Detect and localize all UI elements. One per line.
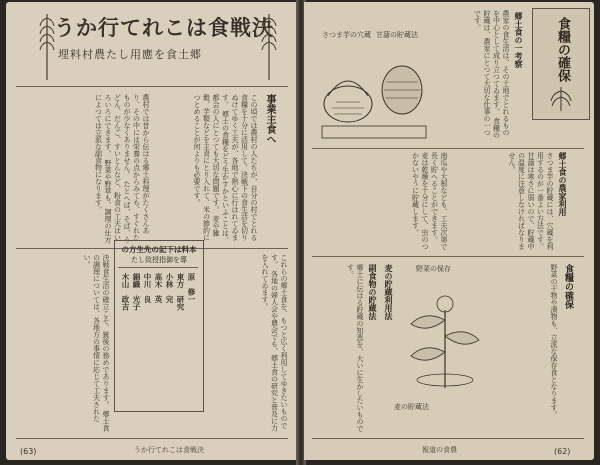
column-rule xyxy=(312,256,584,257)
body-paragraph: 決戦食生活の確立こそ、銃後の務めであります。 xyxy=(102,254,110,408)
instructor-name: 原 修一 xyxy=(187,273,196,303)
instructor-name: 小林 完 xyxy=(165,273,174,303)
corner-badge xyxy=(532,8,590,120)
instructor-box xyxy=(114,240,204,412)
body-paragraph: この頃では農村の人たちが、自分の村でとれる食糧を十分に活用して、決戦下の食生活を切りぬけてゆく工夫が、各地で熱心に行はれてゐます。 xyxy=(221,94,258,241)
page-number: (63) xyxy=(20,447,37,456)
storage-pit-illustration xyxy=(318,46,430,142)
column-title: 郷土食の一考察 xyxy=(514,12,524,68)
body-paragraph: 麦は乾燥を十分にして、虫のつかないやうに貯蔵します。 xyxy=(411,152,429,250)
section-title: 事業主食へ xyxy=(264,94,275,144)
body-paragraph: これらの郷土食を、もつと広く利用してゆきたいものです。 xyxy=(270,254,288,429)
column-title: 副食物の貯蔵法 xyxy=(368,264,378,320)
body-text-block xyxy=(206,254,288,434)
body-text-block xyxy=(454,152,554,252)
body-paragraph: さつま芋の貯蔵には、穴蔵を利用するのが一番よい方法です。 xyxy=(536,152,554,250)
box-subtitle: たし致授指御を導 xyxy=(131,256,187,264)
body-text-block xyxy=(156,94,258,244)
left-page xyxy=(6,2,298,460)
body-paragraph: 南瓜や大根なども、工夫次第で長く貯へることができます。 xyxy=(430,152,448,250)
page-number: (62) xyxy=(554,447,571,456)
headline-block xyxy=(36,6,276,84)
instructor-name: 東方 研究 xyxy=(176,273,185,311)
box-title: の方生先の記下は料本 xyxy=(121,245,197,254)
footer-rule xyxy=(312,438,584,439)
body-text-block xyxy=(436,10,510,142)
column-title: 麦の貯蔵利用法 xyxy=(384,264,394,320)
right-page xyxy=(304,2,594,460)
body-paragraph: 各地の婦人会や農会でも、郷土食の研究と普及に力を入れてゐます。 xyxy=(261,254,279,432)
column-title: 食糧の確保 xyxy=(563,264,573,309)
body-paragraph: 郷土に伝はる貯蔵の知恵を、大いに生かしたいものです。 xyxy=(346,264,364,432)
body-text-block xyxy=(18,254,110,434)
instructor-name: 高木 英 xyxy=(154,273,163,303)
illustration-caption: 麦の貯蔵法 xyxy=(394,403,429,411)
column-title: 郷土食の農家利用 xyxy=(558,152,568,216)
illustration-caption: 甘藷の貯蔵法 xyxy=(376,31,418,39)
grain-sheaf-icon xyxy=(541,81,581,113)
running-footer: うか行てれこは食戦決 xyxy=(134,446,204,454)
page-headline: うか行てれこは食戦決 xyxy=(54,15,274,40)
illustration-caption: 野菜の保存 xyxy=(416,265,451,273)
body-paragraph: 野菜や野草も、調理の仕方によつては立派な副食物になります。 xyxy=(94,94,112,244)
body-text-block xyxy=(318,152,448,252)
body-paragraph: 麦や雑穀、芋類などを主食にとり入れて、米の節約につとめることが何よりも必要です。 xyxy=(193,94,220,241)
plant-illustration xyxy=(400,280,490,390)
body-paragraph: 農家の食生活は、その土地でとれるものを中心として成り立つてゐます。 xyxy=(492,10,510,136)
instructor-name: 木山 政吉 xyxy=(121,273,130,311)
page-subhead: 埋料村農たし用應を食土郷 xyxy=(58,48,202,61)
body-paragraph: 郷土の食糧をどう生かすかといふことは、都会の人にとつても大切な問題です。 xyxy=(212,94,230,244)
body-paragraph: たとへば、そば、うどん、だんご、すいとんなど、粉食の工夫はいろいろにできます。 xyxy=(104,94,131,244)
footer-rule xyxy=(16,438,288,439)
wheat-ornament-icon xyxy=(258,6,280,82)
running-footer: 報道の食農 xyxy=(422,446,457,454)
note-paragraph: 郷土食の調理については、各地方の事情に応じて工夫されたい。 xyxy=(83,254,110,432)
column-rule xyxy=(312,148,584,149)
instructor-list xyxy=(121,273,197,405)
header-rule xyxy=(16,86,288,87)
body-text-block xyxy=(318,264,364,434)
body-text-block xyxy=(494,264,558,434)
instructor-name: 錦織 光子 xyxy=(132,273,141,311)
body-text-block xyxy=(18,94,150,244)
instructor-name: 中川 良 xyxy=(143,273,152,303)
body-paragraph: 食糧の貯蔵は、農家にとつて大切な仕事の一つです。 xyxy=(473,10,501,139)
box-rule xyxy=(118,267,198,268)
body-paragraph: 農村では昔から伝はる郷土料理がたくさんあり、その中には栄養の点からみても、すぐれたものが少なくありません。 xyxy=(123,94,150,241)
body-paragraph: 甘藷は寒さに弱いので、貯蔵中の温度に注意しなければなりません。 xyxy=(508,152,535,250)
body-paragraph: 野菜の干物や漬物も、立派な保存食となります。 xyxy=(550,264,558,418)
badge-title: 食糧の確保 xyxy=(555,17,570,82)
illustration-caption: さつま芋の穴蔵 xyxy=(322,31,371,39)
